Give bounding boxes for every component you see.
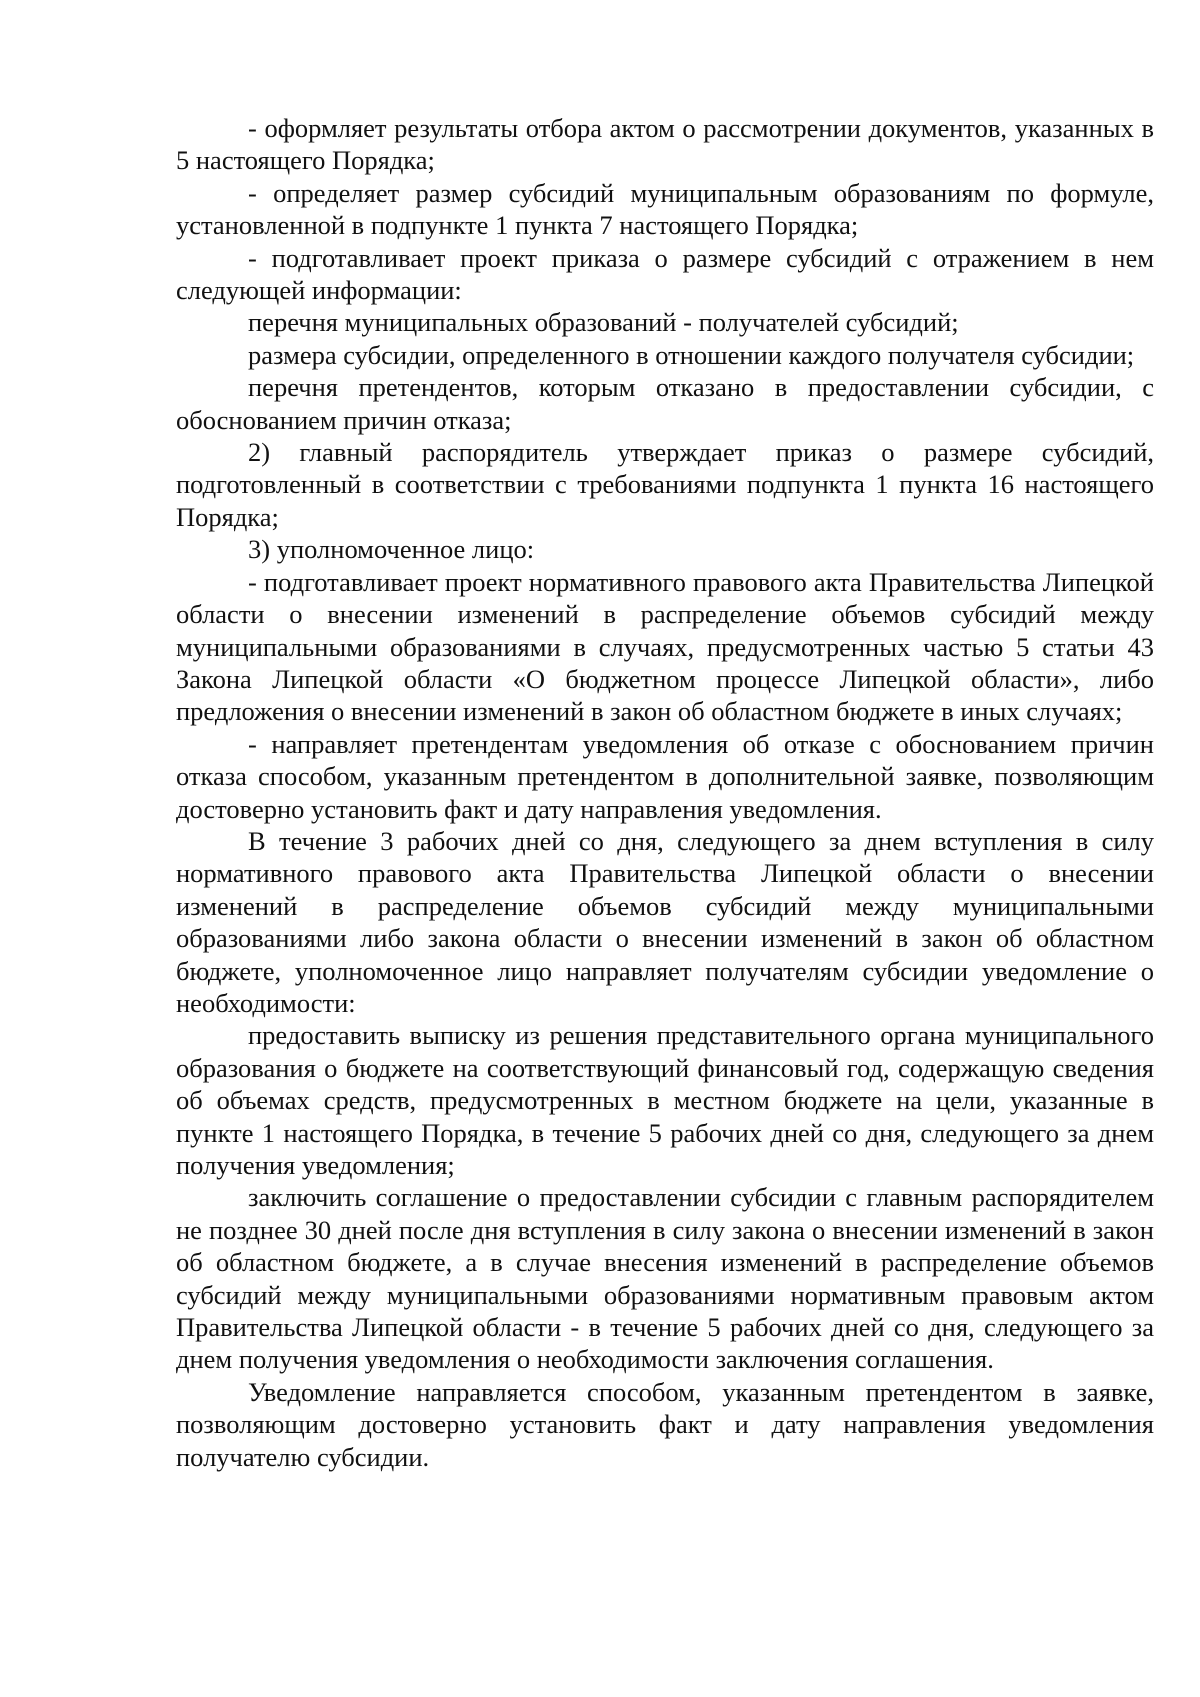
- paragraph-4: перечня муниципальных образований - получателей субсидий;: [248, 307, 959, 338]
- paragraph-14: Уведомление направляется способом, указанным претендентом в заявке, позволяющим достоверно установить факт и дату направления уведомления получателю субсидии.: [176, 1376, 1154, 1472]
- paragraph-7: 2) главный распорядитель утверждает приказ о размере субсидий, подготовленный в соответствии с требованиями подпункта 1 пункта 16 настоящего Порядка;: [176, 437, 1154, 532]
- paragraph-2: - определяет размер субсидий муниципальным образованиям по формуле, установленной в подпункте 1 пункта 7 настоящего Порядка;: [176, 177, 1154, 241]
- paragraph-5: размера субсидии, определенного в отношении каждого получателя субсидии;: [248, 339, 1135, 370]
- paragraph-9: - подготавливает проект нормативного правового акта Правительства Липецкой области о внесении изменений в распределение объемов субсидий между муниципальными образованиями в случаях, предусмотренных частью 5 статьи 43 Закона Липецкой области «О бюджетном процессе Липецкой области», либо предложения о внесении изменений в закон об областном бюджете в иных случаях;: [176, 566, 1154, 727]
- paragraph-1: - оформляет результаты отбора актом о рассмотрении документов, указанных в 5 настоящего Порядка;: [176, 113, 1154, 176]
- paragraph-13: заключить соглашение о предоставлении субсидии с главным распорядителем не позднее 30 дней после дня вступления в силу закона о внесении изменений в закон об областном бюджете, а в случае внесения изменений в распределение объемов субсидий между муниципальными образованиями нормативным правовым актом Правительства Липецкой области - в течение 5 рабочих дней со дня, следующего за днем получения уведомления о необходимости заключения соглашения.: [176, 1182, 1154, 1375]
- paragraph-11: В течение 3 рабочих дней со дня, следующего за днем вступления в силу нормативного правового акта Правительства Липецкой области о внесении изменений в распределение объемов субсидий между муниципальными образованиями либо закона области о внесении изменений в закон об областном бюджете, уполномоченное лицо направляет получателям субсидии уведомление о необходимости:: [176, 825, 1154, 1018]
- paragraph-10: - направляет претендентам уведомления об отказе с обоснованием причин отказа способом, указанным претендентом в дополнительной заявке, позволяющим достоверно установить факт и дату направления уведомления.: [176, 728, 1154, 824]
- document-body: [176, 112, 1154, 1473]
- paragraph-12: предоставить выписку из решения представительного органа муниципального образования о бюджете на соответствующий финансовый год, содержащую сведения об объемах средств, предусмотренных в местном бюджете на цели, указанные в пункте 1 настоящего Порядка, в течение 5 рабочих дней со дня, следующего за днем получения уведомления;: [176, 1020, 1154, 1180]
- paragraph-6: перечня претендентов, которым отказано в предоставлении субсидии, с обоснованием причин отказа;: [176, 372, 1154, 435]
- paragraph-8: 3) уполномоченное лицо:: [248, 534, 535, 565]
- paragraph-3: - подготавливает проект приказа о размере субсидий с отражением в нем следующей информации:: [176, 242, 1154, 306]
